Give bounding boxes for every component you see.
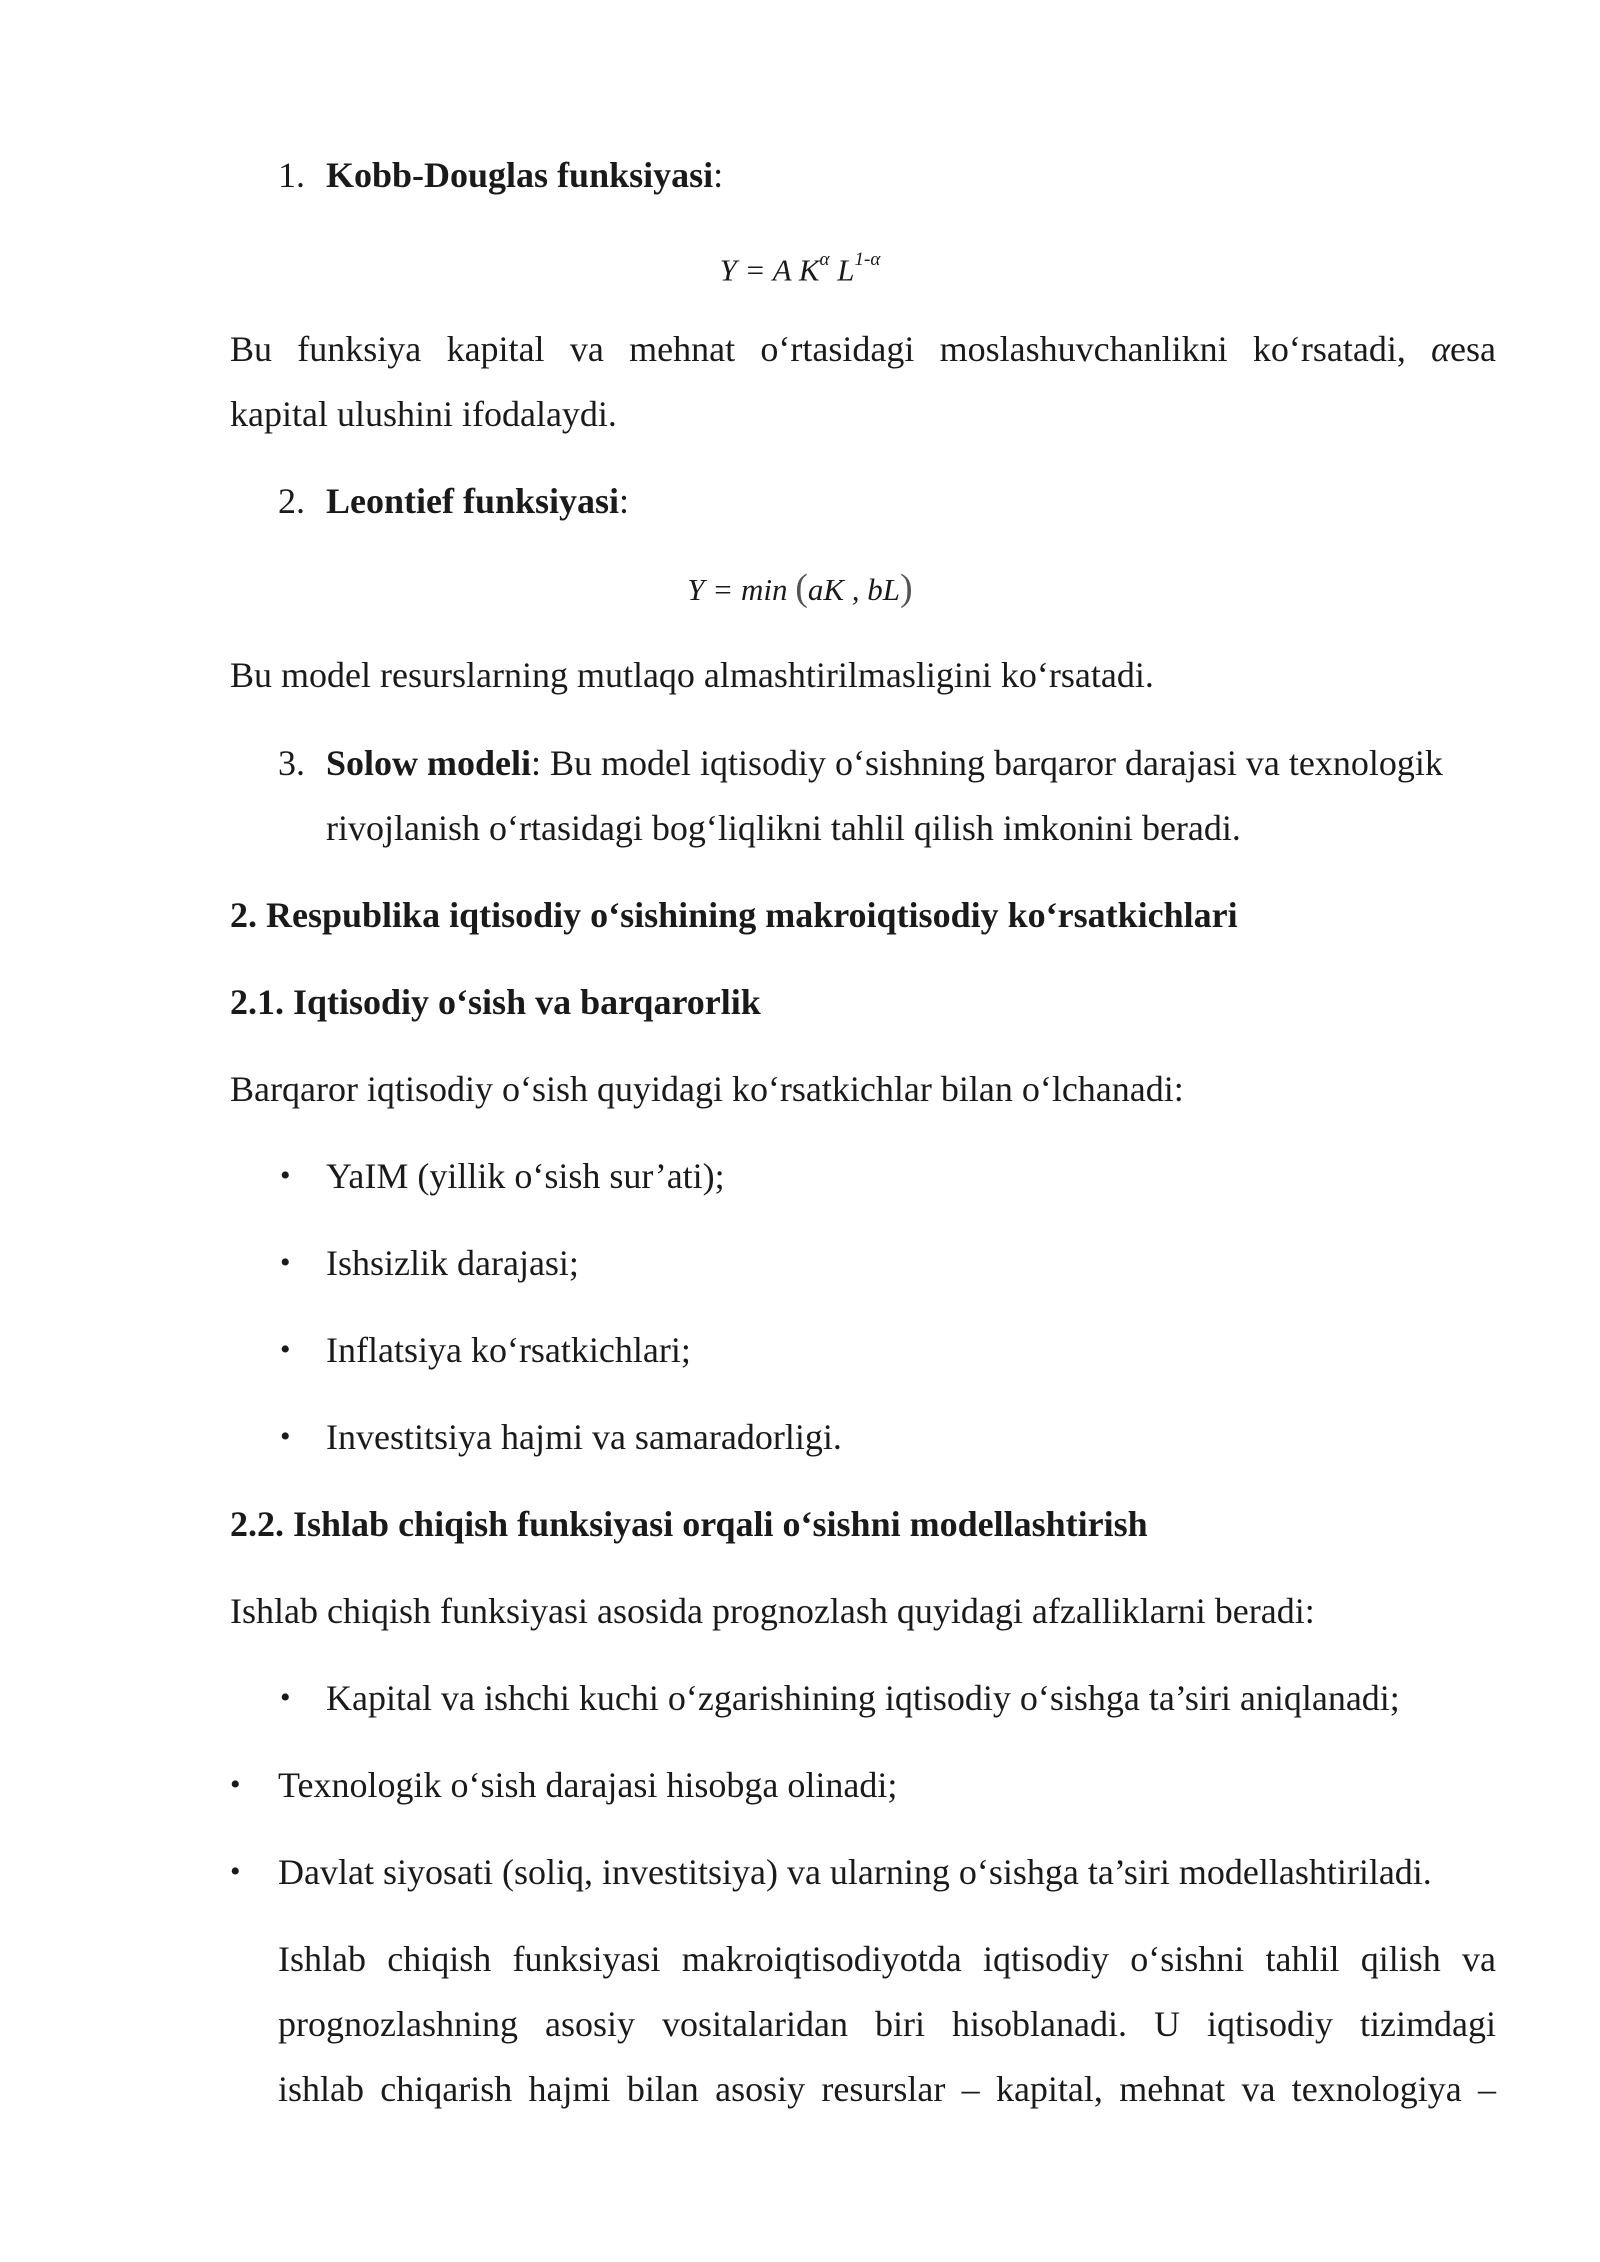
bullet-item: Davlat siyosati (soliq, investitsiya) va ularning o‘sishga ta’siri modellashtiriladi. <box>278 1852 1432 1892</box>
paragraph-text: esa <box>1450 329 1496 369</box>
formula-L: L <box>829 252 855 288</box>
list-number-3: 3. <box>278 743 305 783</box>
bullet-item: Kapital va ishchi kuchi o‘zgarishining iqtisodiy o‘sishga ta’siri aniqlanadi; <box>326 1678 1400 1718</box>
paragraph-text: Bu funksiya kapital va mehnat o‘rtasidagi moslashuvchanlikni ko‘rsatadi, <box>230 329 1406 369</box>
bullet-marker: • <box>280 1159 291 1192</box>
list-number-2: 2. <box>278 481 305 521</box>
bullet-item: Investitsiya hajmi va samaradorligi. <box>326 1417 842 1457</box>
paragraph-line: Ishlab chiqish funksiyasi makroiqtisodiyotda iqtisodiy o‘sishni tahlil qilish va <box>278 1939 1496 1979</box>
bullet-marker: • <box>280 1246 291 1279</box>
formula-exponent-alpha: α <box>819 249 830 270</box>
item-text-continuation: rivojlanish o‘rtasidagi bog‘liqlikni tahlil qilish imkonini beradi. <box>326 808 1241 848</box>
bullet-marker: • <box>230 1768 241 1801</box>
item-title: Kobb-Douglas funksiyasi <box>326 155 714 195</box>
bullet-item: Texnologik o‘sish darajasi hisobga olinadi; <box>278 1765 898 1805</box>
item-title: Solow modeli <box>326 743 532 783</box>
section-heading: 2. Respublika iqtisodiy o‘sishining makroiqtisodiy ko‘rsatkichlari <box>230 895 1238 935</box>
bullet-item: Inflatsiya ko‘rsatkichlari; <box>326 1330 691 1370</box>
formula-cobb-douglas <box>0 244 1600 290</box>
formula-lhs: Y = min <box>687 572 788 607</box>
alpha-symbol: α <box>1431 329 1451 369</box>
paragraph-line: ishlab chiqarish hajmi bilan asosiy resurslar – kapital, mehnat va texnologiya – <box>278 2069 1496 2109</box>
formula-open-paren: ( <box>795 567 808 609</box>
list-item-solow <box>326 741 1443 785</box>
subsection-heading: 2.1. Iqtisodiy o‘sish va barqarorlik <box>230 982 761 1022</box>
bullet-item: Ishsizlik darajasi; <box>326 1243 579 1283</box>
paragraph-line: Barqaror iqtisodiy o‘sish quyidagi ko‘rsatkichlar bilan o‘lchanadi: <box>230 1069 1184 1109</box>
paragraph-line: Bu model resurslarning mutlaqo almashtirilmasligini ko‘rsatadi. <box>230 655 1154 695</box>
formula-close-paren: ) <box>900 567 913 609</box>
bullet-marker: • <box>280 1420 291 1453</box>
list-item-kobb-douglas <box>326 153 723 197</box>
item-colon: : <box>713 155 724 195</box>
bullet-marker: • <box>280 1333 291 1366</box>
subsection-heading: 2.2. Ishlab chiqish funksiyasi orqali o‘sishni modellashtirish <box>230 1504 1148 1544</box>
paragraph-line: Ishlab chiqish funksiyasi asosida prognozlash quyidagi afzalliklarni beradi: <box>230 1591 1315 1631</box>
bullet-item: YaIM (yillik o‘sish sur’ati); <box>326 1156 725 1196</box>
formula-exponent-1-alpha: 1-α <box>854 249 881 270</box>
paragraph-line <box>230 327 1496 371</box>
bullet-marker: • <box>230 1855 241 1888</box>
paragraph-line: kapital ulushini ifodalaydi. <box>230 394 617 434</box>
list-number-1: 1. <box>278 155 305 195</box>
list-item-leontief <box>326 479 629 523</box>
formula-args: aK , bL <box>807 572 901 607</box>
formula-leontief <box>0 568 1600 610</box>
formula-lhs: Y = A K <box>719 252 820 288</box>
item-colon: : <box>619 481 630 521</box>
item-text: : Bu model iqtisodiy o‘sishning barqaror darajasi va texnologik <box>531 743 1443 783</box>
item-title: Leontief funksiyasi <box>326 481 620 521</box>
bullet-marker: • <box>280 1681 291 1714</box>
paragraph-line: prognozlashning asosiy vositalaridan biri hisoblanadi. U iqtisodiy tizimdagi <box>278 2004 1496 2044</box>
